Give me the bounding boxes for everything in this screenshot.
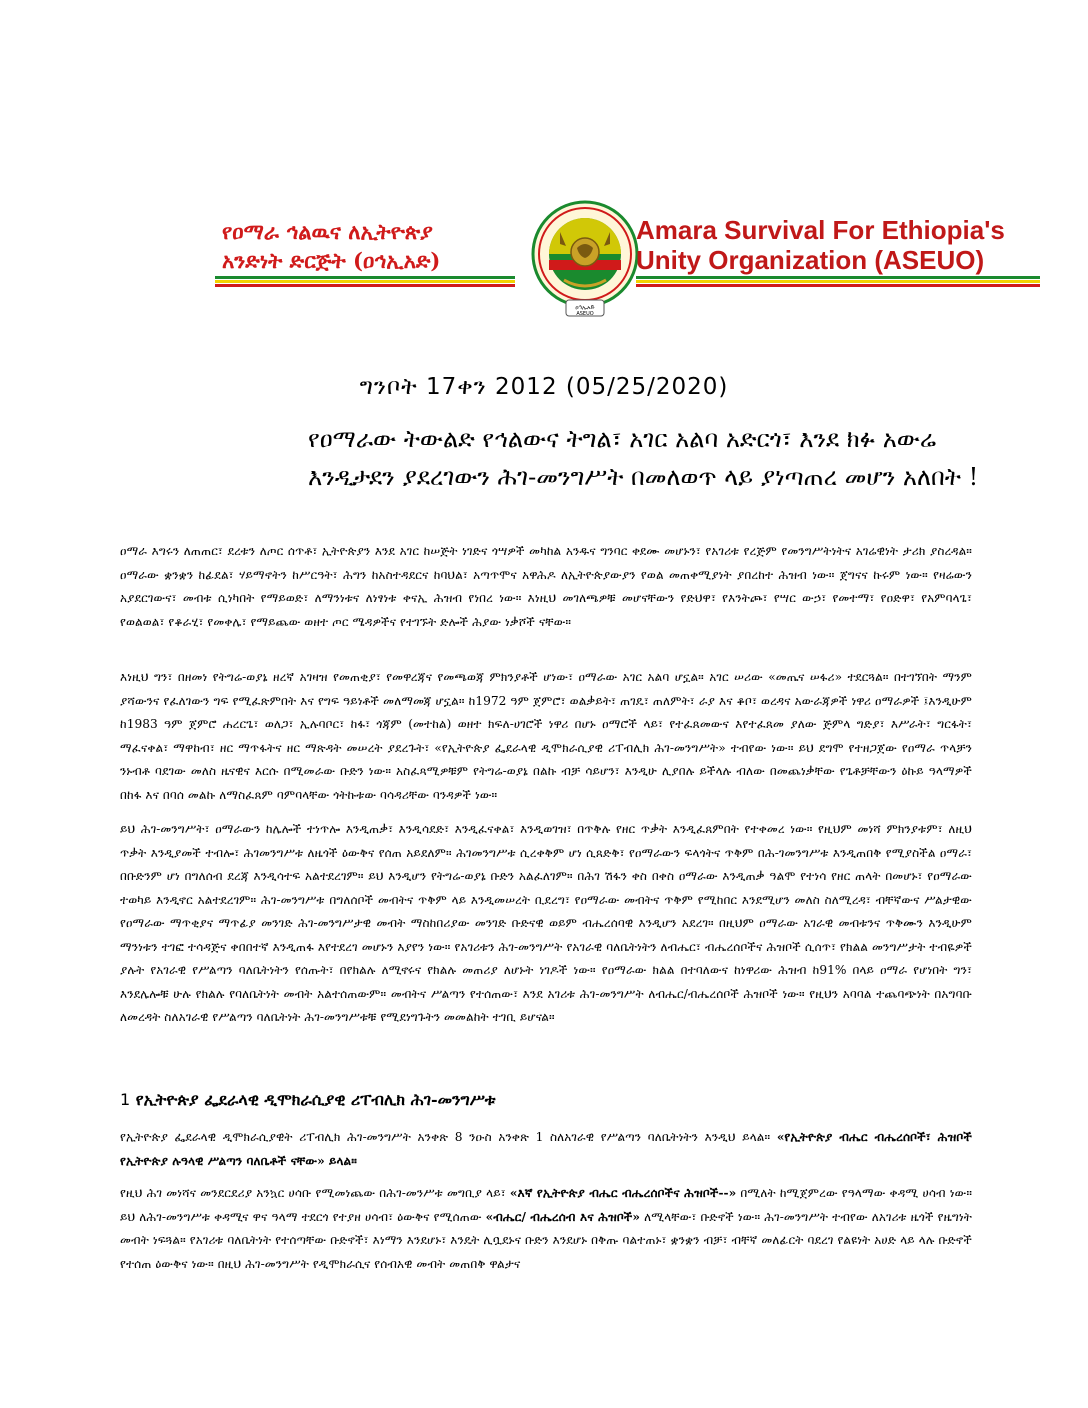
section-paragraph-2-quote-a: «እኛ የኢትዮጵያ ብሔር ብሔረሰቦችና ሕዝቦች--» (509, 1186, 737, 1200)
section-number: 1 (120, 1090, 131, 1109)
paragraph-2: እነዚህ ግን፣ በዘመነ የትግሬ-ወያኔ ዘረኛ አገዛዝ የመጠቂያ፣ የመዋረጃና የመጫወጃ ምክንያቶች ሆነው፣ ዐማራው አገር አልባ ሆኗል። አገር ሠሪው «መጤና ሠፋሪ» ተደርጓል። በተገኘበት ማንም ያሻውንና የፈለገውን ግፍ የሚፈጽምበት እና የግፍ ዓይነቶች መለማመጃ ሆኗል። ከ1972 ዓም ጀምሮ፣ ወልቃይት፣ ጠገዴ፣ ጠለምት፣ ራያ እና ቆቦ፣ ወረዳና አውራጃዎች ነዋሪ ዐማራዎች ፤እንዲሁም ከ1983 ዓም ጀምሮ ሐረርጌ፣ ወለጋ፣ ኢሉባቦር፣ ከፋ፣ ጎጃም (መተከል) ወዘተ ክፍለ-ሀገሮች ነዋሪ በሆኑ ዐማሮች ላይ፣ የተፈጸመውና እየተፈጸመ ያለው ጅምላ ግድያ፣ እሥራት፣ ግርፋት፣ ማፈናቀል፣ ማዋከብ፣ ዘር ማጥፋትና ዘር ማጽዳት መሠረት ያደረጉት፣ «የኢትዮጵያ ፌደራላዊ ዲሞክራሲያዊ ሪፐብሊክ ሕገ-መንግሥት» ተብየው ነው። ይህ ደግሞ የተዘጋጀው የዐማራ ጥላቻን ንኑብቶ ባደገው መለስ ዜናዊና እርሱ በሚመራው ቡድን ነው። አስፈጻሚዎቹም የትግሬ-ወያኔ በልኩ ብቻ ሳይሆን፣ እንዲሁ ሊያበሉ ይችላሉ ብለው በመጨነቃቸው የጌቶቻቸውን ዕኩይ ዓላማዎች በከፋ እና በባሰ መልኩ ለማስፈጸም ባምባላቸው ጎትኩቱው ባሳዳሪቸው ባንዳዎች ነው። (120, 670, 972, 802)
stripe-yellow-right (636, 280, 1040, 283)
stripe-red-left (215, 284, 515, 287)
document-date: ግንቦት 17ቀን 2012 (05/25/2020) (359, 374, 729, 400)
section-paragraph-2-quote-b: «ብሔር/ ብሔረሰብ እና ሕዝቦች» (485, 1209, 641, 1224)
org-name-english (636, 215, 1056, 275)
document-title: የዐማራው ትውልድ የኅልውና ትግል፣ አገር አልባ አድርጎ፣ እንደ ክፉ አውሬ እንዲታደን ያደረገውን ሕገ-መንግሥት በመለወጥ ላይ ያነጣጠረ መሆን አለበት ! (308, 425, 979, 491)
section-paragraph-1 (120, 1126, 972, 1173)
stripe-green-left (215, 276, 515, 279)
section-paragraph-2 (120, 1182, 972, 1276)
stripe-red-right (636, 284, 1040, 287)
section-paragraph-2-text-a: የዚህ ሕገ መነሻና መንደርደሪያ አንኳር ሀሳቡ የሚመነጨው በሕገ-መንሥቱ መግቢያ ላይ፣ (120, 1186, 506, 1200)
svg-text:ASEUO: ASEUO (576, 311, 594, 317)
section-paragraph-2-text-b: በሚለት ከሚጀምረው የዓላማው ቀዳሚ ሀሳብ ነው። ይህ ለሕገ-መንግሥቱ ቀዳሚና ዋና ዓላማ ተደርጎ የተያዘ ሀሳብ፣ ዕውቅና የሚሰጠው (120, 1186, 973, 1224)
section-paragraph-1-quote: «የኢትዮጵያ ብሔር ብሔረሰቦች፣ ሕዝቦች የኢትዮጵያ ሉዓላዊ ሥልጣን ባለቤቶች ናቸው» ይላል። (120, 1130, 973, 1168)
letterhead (0, 180, 1088, 340)
org-name-am-line1: የዐማራ ኅልዉና ለኢትዮጵያ (222, 219, 433, 244)
stripe-yellow-left (215, 280, 515, 283)
org-name-amharic (222, 218, 512, 276)
section-heading (120, 1090, 496, 1110)
org-name-am-line2: አንድነት ድርጅት (ዐኅኢአድ) (222, 248, 441, 273)
organization-logo (530, 188, 640, 328)
section-title: የኢትዮጵያ ፌደራላዊ ዲሞክራሲያዊ ሪፐብሊክ ሕገ-መንግሥቱ (135, 1090, 496, 1109)
svg-text:ዐኅኢአድ: ዐኅኢአድ (575, 304, 595, 311)
section-paragraph-2-text-c: ለሚላቸው፣ ቡድኖች ነው። ሕገ-መንግሥት ተብየው ለአገሪቱ ዜጎች የዜግነት መብት ነፍጓል። የአገሪቱ ባለቤትነት የተሰጣቸው ቡድኖች፣ እነማን እንደሆኑ፣ እንዴት ሊቧደኑና ቡድን እንደሆኑ በቅጡ ባልተጠኑ፣ ቋንቋን ብቻ፣ ብቸኛ መለፊርት ባደረገ የልዩነት አሀድ ላይ ላሉ ቡድኖች የተሰጠ ዕውቅና ነው። በዚህ ሕገ-መንግሥት የዲሞክራሲና የሰብአዊ መብት መጠበቅ ዋልታና (120, 1209, 972, 1271)
paragraph-3: ይህ ሕገ-መንግሥት፣ ዐማራውን ከሌሎች ተነጥሎ እንዲጠቃ፣ እንዲሳደድ፣ እንዲፈናቀል፣ እንዲወገዝ፣ በጥቅሉ የዘር ጥቃት እንዲፈጸምበት የተቀመረ ነው። የዚህም መነሻ ምክንያቱም፣ ለዚህ ጥቃት እንዲያመች ተብሎ፣ ሕገመንግሥቱ ለዜጎች ዕውቅና የሰጠ አይደለም። ሕገመንግሥቱ ሲረቀቅም ሆነ ሲጸድቅ፣ የዐማራውን ፍላጎትና ጥቅም በሕ-ገመንግሥቱ እንዲጠበቅ የሚያስችል ዐማራ፣ በቡድንም ሆነ በግለሰብ ደረጃ እንዲሳተፍ አልተደረገም። ይህ እንዲሆን የትግሬ-ወያኔ ቡድን አልፈለገም። በሕገ ሽፋን ቀስ በቀስ ዐማራው እንዲጠቃ ዓልሞ የተነሳ የዘር ጠላት በመሆኑ፣ የዐማራው ተወካይ እንዲኖር አልተደረገም። ሕገ-መንግሥቱ በግለሰቦች መብትና ጥቅም ላይ እንዲመሠረት ቢደረግ፣ የዐማራው መብትና ጥቅም የሚከበር እንደሚሆን መለስ ስለሚረዳ፣ ብቸኛውና ሥልታዊው የዐማራው ማጥቂያና ማጥፊያ መንገድ ሕገ-መንግሥታዊ መብት ማስከበሪያው መንገድ ቡድናዊ ወይም ብሔረሰባዊ እንዲሆን አደረገ። በዚህም ዐማራው አገራዊ መብቱንና ጥቅሙን እንዲሁም ማንነቱን ተገፎ ተሳዳጅና ቀበበተኛ እንዲጠፋ እየተደረገ መሆኑን እያየን ነው። የአገሪቱን ሕገ-መንግሥት የአገራዊ ባለቤትነትን ለብሔር፣ ብሔረሰቦችና ሕዝቦች ሲሰጥ፣ የክልል መንግሥታት ተብዬዎች ያሉት የአገራዊ የሥልጣን ባለቤትነትን የሰጡት፣ በየክልሉ ለሚኖሩና የክልሉ መጠሪያ ለሆኑት ነገዶች ነው። የዐማራው ክልል በተባለውና ከነዋሪው ሕዝብ ከ91% በላይ ዐማራ የሆነበት ግን፣ እንደሌሎቹ ሁሉ የክልሉ የባለቤትነት መብት አልተሰጠውም። መብትና ሥልጣን የተሰጠው፣ እንደ አገሪቱ ሕገ-መንግሥት ለብሔር/ብሔረሰቦች ሕዝቦች ነው። የዚህን አባባል ተጨባጭነት በአግባቡ ለመረዳት ስለአገራዊ የሥልጣን ባለቤትነት ሕገ-መንግሥቱቹ የሚደነግጉትን መመልከት ተገቢ ይሆናል። (120, 822, 972, 1024)
stripe-green-right (636, 276, 1040, 279)
paragraph-1: ዐማራ እግሩን ለጠጠር፣ ደረቱን ለጦር ሰጥቶ፣ ኢትዮጵያን እንደ አገር ከሠጅት ነገድና ጎሣዎች መካከል አንዱና ግንባር ቀደሙ መሆኑን፣ የአገሪቱ የረጅም የመንግሥትነትና አገሬዊነት ታሪክ ያስረዳል። ዐማራው ቋንቋን ከፊደል፣ ሃይማኖትን ከሥርዓት፣ ሕግን ከአስተዳደርና ከባህል፣ አጣጥሞና አዋሕዶ ለኢትዮጵያውያን የወል መጠቀሚያነት ያበረከተ ሕዝብ ነው። ጀግናና ኩሩም ነው። የዛሬውን አያደርገውና፣ መብቱ ሲነካበት የማይወድ፣ ለማንነቱና ለነፃነቱ ቀናኢ ሕዝብ የነበረ ነው። እነዚህ መገለጫዎቹ መሆናቸውን የድህዋ፣ የእንትጮ፣ የሣር ውኃ፣ የመተማ፣ የዐድዋ፣ የአምባላጌ፣ የወልወል፣ የቆራሂ፣ የመቀሌ፣ የማይጨው ወዘተ ጦር ሜዳዎችና የተገኙት ድሎች ሕያው ነቃሾች ናቸው። (120, 544, 972, 629)
section-paragraph-1-text: የኢትዮጵያ ፌደራላዊ ዲሞክራሲያዊት ሪፐብሊክ ሕገ-መንግሥት አንቀጽ 8 ንዑስ አንቀጽ 1 ስለአገራዊ የሥልጣን ባለቤትነትን እንዲህ ይላል። (120, 1130, 771, 1144)
org-name-en-line2: Unity Organization (ASEUO) (636, 245, 985, 275)
org-name-en-line1: Amara Survival For Ethiopia's (636, 215, 1005, 245)
